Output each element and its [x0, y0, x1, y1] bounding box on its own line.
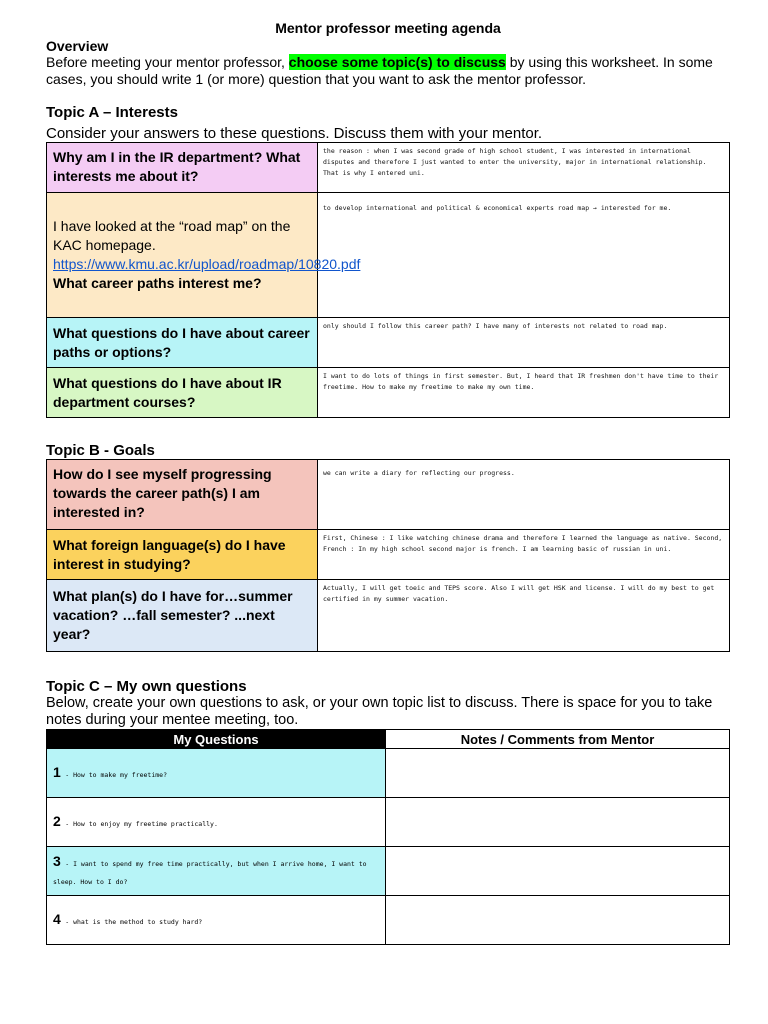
table-row [47, 318, 730, 368]
worksheet-page [46, 20, 730, 945]
question-number: 2 [53, 813, 61, 829]
question-text: - I want to spend my free time practically, but when I arrive home, I want to sleep. How to I do? [53, 860, 367, 886]
table-row [47, 847, 730, 896]
table-row [47, 193, 730, 318]
roadmap-link[interactable]: https://www.kmu.ac.kr/upload/roadmap/10820.pdf [53, 256, 361, 272]
page-title: Mentor professor meeting agenda [275, 20, 501, 36]
mentor-note-cell[interactable] [386, 847, 730, 896]
question-number: 3 [53, 853, 61, 869]
topic-a-instruction: Consider your answers to these questions. Discuss them with your mentor. [46, 125, 543, 142]
col-my-questions: My Questions [47, 730, 386, 749]
question-plain: I have looked at the “road map” on the KAC homepage. [53, 218, 291, 253]
question-bold: What career paths interest me? [53, 275, 262, 291]
overview-text-after: by using this worksheet. In some cases, you should write 1 (or more) question that you want to ask the mentor professor. [46, 54, 713, 87]
question-cell: Why am I in the IR department? What interests me about it? [47, 143, 318, 193]
table-row [47, 530, 730, 580]
answer-cell[interactable]: the reason : when I was second grade of high school student, I was interested in international disputes and therefore I just wanted to enter the university, major in international relationship. That is why I entered uni. [318, 143, 730, 193]
mentor-note-cell[interactable] [386, 896, 730, 945]
question-text: - How to make my freetime? [65, 771, 167, 779]
my-question-cell[interactable] [47, 749, 386, 798]
mentor-note-cell[interactable] [386, 798, 730, 847]
my-questions-table [46, 729, 730, 945]
answer-cell[interactable]: to develop international and political & economical experts road map → interested for me. [318, 193, 730, 318]
table-row [47, 896, 730, 945]
table-row [47, 460, 730, 530]
question-number: 4 [53, 911, 61, 927]
mentor-note-cell[interactable] [386, 749, 730, 798]
answer-cell[interactable]: First, Chinese : I like watching chinese drama and therefore I learned the language as native. Second, French : In my high school second major is french. I am learning basic of russian in uni. [318, 530, 730, 580]
question-cell: What plan(s) do I have for…summer vacation? …fall semester? ...next year? [47, 580, 318, 652]
topic-a-table [46, 142, 730, 418]
table-row [47, 143, 730, 193]
answer-cell[interactable]: Actually, I will get toeic and TEPS score. Also I will get HSK and license. I will do my best to get certified in my summer vacation. [318, 580, 730, 652]
topic-c-heading: Topic C – My own questions [46, 678, 247, 695]
topic-b-heading: Topic B - Goals [46, 442, 155, 459]
overview-highlight: choose some topic(s) to discuss [288, 54, 506, 70]
question-number: 1 [53, 764, 61, 780]
topic-b-table [46, 459, 730, 652]
overview-heading: Overview [46, 38, 109, 54]
table-row [47, 368, 730, 418]
overview-text-before: Before meeting your mentor professor, [46, 54, 289, 70]
overview-text [46, 54, 730, 88]
question-cell: What questions do I have about IR department courses? [47, 368, 318, 418]
question-cell [47, 193, 361, 318]
question-text: - what is the method to study hard? [65, 918, 203, 926]
answer-cell[interactable]: we can write a diary for reflecting our progress. [318, 460, 730, 530]
table-header-row [47, 730, 730, 749]
question-cell: What foreign language(s) do I have interest in studying? [47, 530, 318, 580]
topic-c-instruction: Below, create your own questions to ask, or your own topic list to discuss. There is space for you to take notes during your mentee meeting, too. [46, 695, 713, 728]
question-text: - How to enjoy my freetime practically. [65, 820, 218, 828]
question-cell: How do I see myself progressing towards the career path(s) I am interested in? [47, 460, 318, 530]
my-question-cell[interactable] [47, 896, 386, 945]
table-row [47, 798, 730, 847]
table-row [47, 580, 730, 652]
answer-cell[interactable]: only should I follow this career path? I have many of interests not related to road map. [318, 318, 730, 368]
my-question-cell[interactable] [47, 798, 386, 847]
col-mentor-notes: Notes / Comments from Mentor [386, 730, 730, 749]
my-question-cell[interactable] [47, 847, 386, 896]
question-cell: What questions do I have about career paths or options? [47, 318, 318, 368]
answer-cell[interactable]: I want to do lots of things in first semester. But, I heard that IR freshmen don't have time to their freetime. How to make my freetime to make my own time. [318, 368, 730, 418]
topic-a-heading: Topic A – Interests [46, 104, 178, 121]
table-row [47, 749, 730, 798]
